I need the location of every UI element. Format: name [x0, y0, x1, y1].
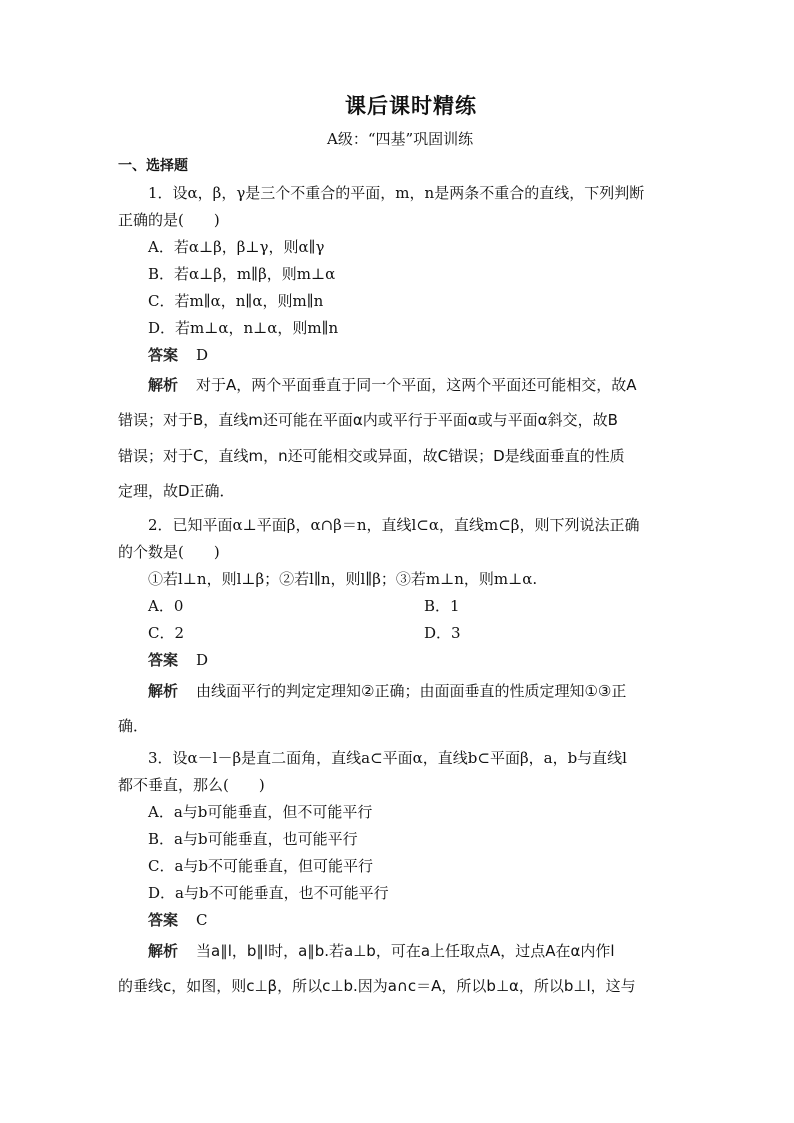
q1-explanation-line1: [148, 375, 637, 395]
q3-stem-line1: 3．设α－l－β是直二面角，直线a⊂平面α，直线b⊂平面β，a，b与直线l: [148, 749, 627, 767]
answer-value: D: [196, 651, 209, 669]
page-subtitle: A级：“四基”巩固训练: [327, 130, 474, 148]
section-heading: 一、选择题: [118, 158, 188, 174]
q2-option-b: B．1: [424, 597, 460, 615]
q2-option-c: C．2: [148, 624, 185, 642]
q3-option-d: D．a与b不可能垂直，也不可能平行: [148, 884, 389, 902]
answer-value: D: [196, 346, 209, 364]
explanation-label: 解析: [148, 942, 179, 960]
q3-explanation-line2: 的垂线c，如图，则c⊥β，所以c⊥b.因为a∩c＝A，所以b⊥α，所以b⊥l，这与: [118, 977, 636, 995]
explanation-text: 当a∥l，b∥l时，a∥b.若a⊥b，可在a上任取点A，过点A在α内作l: [196, 942, 615, 960]
q1-explanation-line2: 错误；对于B，直线m还可能在平面α内或平行于平面α或与平面α斜交，故B: [118, 411, 618, 429]
q2-explanation-line2: 确．: [118, 717, 149, 735]
q3-stem-line2: 都不垂直，那么( ): [118, 776, 265, 794]
explanation-text: 由线面平行的判定定理知②正确；由面面垂直的性质定理知①③正: [196, 682, 627, 700]
q1-option-a: A．若α⊥β，β⊥γ，则α∥γ: [148, 238, 325, 256]
page-title: 课后课时精练: [345, 93, 477, 118]
q2-option-d: D．3: [424, 624, 461, 642]
answer-value: C: [196, 911, 208, 929]
q3-explanation-line1: [148, 941, 615, 961]
answer-label: 答案: [148, 651, 179, 669]
q1-option-c: C．若m∥α，n∥α，则m∥n: [148, 292, 324, 310]
q3-option-b: B．a与b可能垂直，也可能平行: [148, 830, 358, 848]
explanation-text: 对于A，两个平面垂直于同一个平面，这两个平面还可能相交，故A: [196, 376, 637, 394]
q1-answer: [148, 345, 208, 365]
q2-explanation-line1: [148, 681, 626, 701]
q3-option-a: A．a与b可能垂直，但不可能平行: [148, 803, 373, 821]
q2-answer: [148, 650, 208, 670]
q3-option-c: C．a与b不可能垂直，但可能平行: [148, 857, 374, 875]
answer-label: 答案: [148, 911, 179, 929]
answer-label: 答案: [148, 346, 179, 364]
q1-stem-line2: 正确的是( ): [118, 211, 220, 229]
q1-option-d: D．若m⊥α，n⊥α，则m∥n: [148, 319, 339, 337]
q2-stem-line2: 的个数是( ): [118, 543, 220, 561]
q1-stem-line1: 1．设α，β，γ是三个不重合的平面，m，n是两条不重合的直线，下列判断: [148, 184, 645, 202]
q3-answer: [148, 910, 208, 930]
explanation-label: 解析: [148, 682, 179, 700]
q1-explanation-line4: 定理，故D正确．: [118, 482, 235, 500]
q2-conditions: ①若l⊥n，则l⊥β；②若l∥n，则l∥β；③若m⊥n，则m⊥α.: [148, 570, 538, 588]
q1-explanation-line3: 错误；对于C，直线m，n还可能相交或异面，故C错误；D是线面垂直的性质: [118, 447, 625, 465]
q2-stem-line1: 2．已知平面α⊥平面β，α∩β＝n，直线l⊂α，直线m⊂β，则下列说法正确: [148, 516, 640, 534]
q2-option-a: A．0: [148, 597, 184, 615]
explanation-label: 解析: [148, 376, 179, 394]
q1-option-b: B．若α⊥β，m∥β，则m⊥α: [148, 265, 336, 283]
